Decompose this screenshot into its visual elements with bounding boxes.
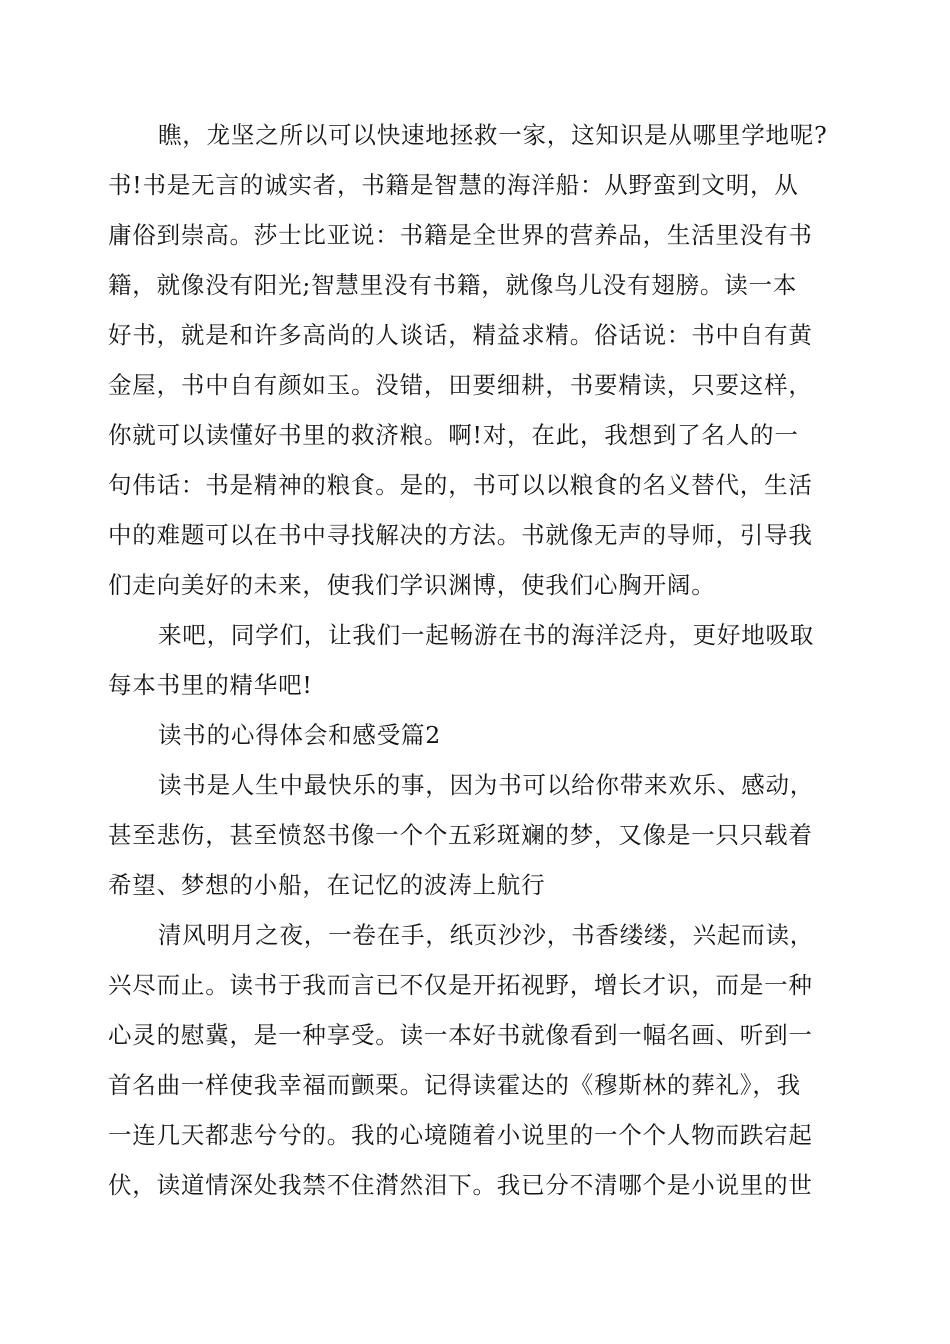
text-line: 心灵的慰冀，是一种享受。读一本好书就像看到一幅名画、听到一 [108, 1021, 813, 1049]
text-line: 金屋，书中自有颜如玉。没错，田要细耕，书要精读，只要这样， [108, 371, 813, 399]
text-line: 读书是人生中最快乐的事，因为书可以给你带来欢乐、感动， [158, 771, 815, 799]
paragraph-2 [108, 610, 848, 710]
text-line: 一连几天都悲兮兮的。我的心境随着小说里的一个个人物而跌宕起 [108, 1121, 813, 1149]
paragraph-1 [108, 110, 848, 610]
text-line: 每本书里的精华吧! [108, 671, 313, 699]
text-line: 书!书是无言的诚实者，书籍是智慧的海洋船：从野蛮到文明，从 [108, 171, 799, 199]
text-line: 中的难题可以在书中寻找解决的方法。书就像无声的导师，引导我 [108, 521, 813, 549]
text-line: 瞧，龙坚之所以可以快速地拯救一家，这知识是从哪里学地呢? [158, 121, 828, 149]
text-line: 籍，就像没有阳光;智慧里没有书籍，就像鸟儿没有翅膀。读一本 [108, 271, 798, 299]
document-body [108, 110, 848, 1210]
text-line: 甚至悲伤，甚至愤怒书像一个个五彩斑斓的梦，又像是一只只载着 [108, 821, 813, 849]
text-line: 们走向美好的未来，使我们学识渊博，使我们心胸开阔。 [108, 571, 716, 599]
section-heading-text: 读书的心得体会和感受篇2 [158, 721, 442, 749]
text-line: 首名曲一样使我幸福而颤栗。记得读霍达的《穆斯林的葬礼》，我 [108, 1071, 801, 1099]
text-line: 庸俗到崇高。莎士比亚说：书籍是全世界的营养品，生活里没有书 [108, 221, 813, 249]
paragraph-4 [108, 910, 848, 1210]
text-line: 你就可以读懂好书里的救济粮。啊!对，在此，我想到了名人的一 [108, 421, 799, 449]
text-line: 句伟话：书是精神的粮食。是的，书可以以粮食的名义替代，生活 [108, 471, 813, 499]
text-line: 希望、梦想的小船，在记忆的波涛上航行 [108, 871, 546, 899]
section-heading [108, 710, 848, 760]
text-line: 伏，读道情深处我禁不住潸然泪下。我已分不清哪个是小说里的世 [108, 1171, 813, 1199]
text-line: 好书，就是和许多高尚的人谈话，精益求精。俗话说：书中自有黄 [108, 321, 813, 349]
text-line: 兴尽而止。读书于我而言已不仅是开拓视野，增长才识，而是一种 [108, 971, 813, 999]
text-line: 清风明月之夜，一卷在手，纸页沙沙，书香缕缕，兴起而读， [158, 921, 815, 949]
text-line: 来吧，同学们，让我们一起畅游在书的海洋泛舟，更好地吸取 [158, 621, 815, 649]
paragraph-3 [108, 760, 848, 910]
